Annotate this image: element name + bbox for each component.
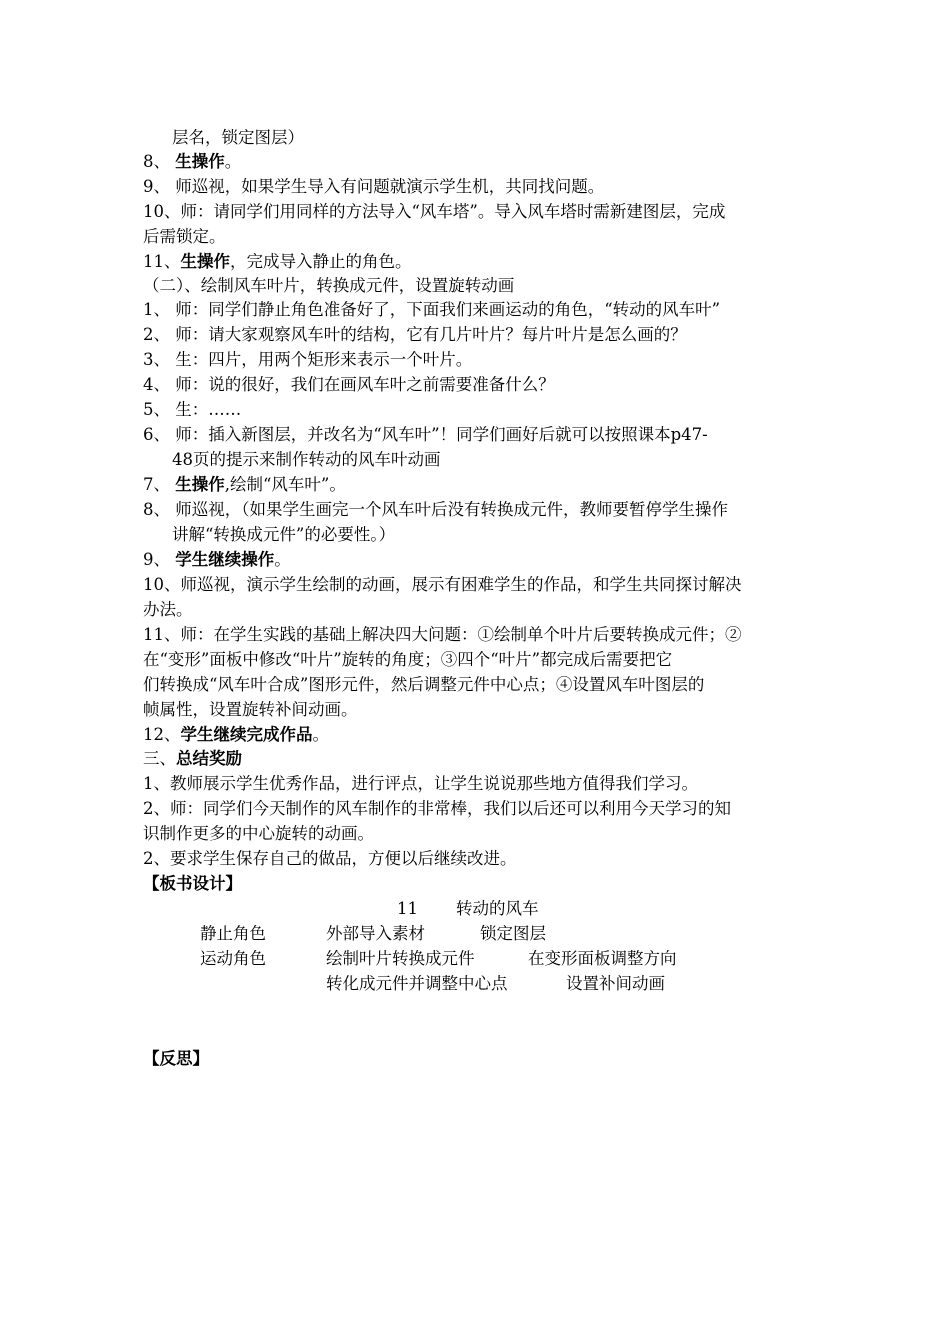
text-line: 10、师巡视，演示学生绘制的动画，展示有困难学生的作品，和学生共同探讨解决 bbox=[143, 575, 742, 594]
line-rest: ，完成导入静止的角色。 bbox=[230, 252, 412, 271]
text-line: 4、 师：说的很好，我们在画风车叶之前需要准备什么？ bbox=[143, 375, 555, 394]
text-line: 帧属性，设置旋转补间动画。 bbox=[143, 700, 358, 719]
text-line: 2、师：同学们今天制作的风车制作的非常棒，我们以后还可以利用今天学习的知 bbox=[143, 799, 731, 818]
text-line: 48页的提示来制作转动的风车叶动画 bbox=[172, 450, 441, 469]
bold-text: 总结奖励 bbox=[176, 749, 242, 768]
text-line: 1、教师展示学生优秀作品，进行评点，让学生说说那些地方值得我们学习。 bbox=[143, 774, 698, 793]
line-rest: 。 bbox=[274, 550, 291, 569]
text-line: 6、 师：插入新图层，并改名为“风车叶”！同学们画好后就可以按照课本p47- bbox=[143, 425, 708, 444]
board-cell: 转化成元件并调整中心点 bbox=[326, 974, 508, 993]
board-cell: 锁定图层 bbox=[480, 924, 546, 943]
text-line: 2、 师：请大家观察风车叶的结构，它有几片叶片？每片叶片是怎么画的？ bbox=[143, 325, 687, 344]
text-line: 讲解“转换成元件”的必要性。） bbox=[172, 525, 396, 544]
text-line: 5、 生：…… bbox=[143, 400, 242, 419]
section-heading: （二）、绘制风车叶片，转换成元件，设置旋转动画 bbox=[143, 276, 515, 295]
text-line: 9、 师巡视，如果学生导入有问题就演示学生机，共同找问题。 bbox=[143, 177, 605, 196]
bold-text: 生操作 bbox=[175, 152, 225, 171]
bold-text: 生操作 bbox=[180, 252, 230, 271]
text-line: 们转换成“风车叶合成”图形元件，然后调整元件中心点；④设置风车叶图层的 bbox=[143, 675, 705, 694]
line-rest: ,绘制“风车叶”。 bbox=[224, 475, 346, 494]
text-line bbox=[143, 250, 813, 274]
text-line: 层名，锁定图层） bbox=[172, 128, 304, 147]
board-row-label: 静止角色 bbox=[200, 924, 266, 943]
item-number: 9、 bbox=[143, 550, 170, 569]
board-cell: 在变形面板调整方向 bbox=[528, 949, 677, 968]
board-row-label: 运动角色 bbox=[200, 949, 266, 968]
text-line: 10、师：请同学们用同样的方法导入“风车塔”。导入风车塔时需新建图层，完成 bbox=[143, 202, 726, 221]
board-cell: 绘制叶片转换成元件 bbox=[326, 949, 475, 968]
text-line bbox=[143, 150, 813, 174]
board-cell: 设置补间动画 bbox=[566, 974, 665, 993]
line-rest: 。 bbox=[224, 152, 242, 171]
text-line: 3、 生：四片，用两个矩形来表示一个叶片。 bbox=[143, 350, 473, 369]
section-heading bbox=[143, 747, 813, 771]
text-line: 识制作更多的中心旋转的动画。 bbox=[143, 824, 374, 843]
board-design-heading: 【板书设计】 bbox=[143, 874, 242, 893]
text-line: 办法。 bbox=[143, 600, 193, 619]
text-line: 8、 师巡视，（如果学生画完一个风车叶后没有转换成元件，教师要暂停学生操作 bbox=[143, 500, 728, 519]
item-number: 三、 bbox=[143, 749, 176, 768]
bold-text: 生操作 bbox=[175, 475, 225, 494]
item-number: 7、 bbox=[143, 475, 170, 494]
item-number: 11、 bbox=[143, 252, 181, 271]
line-rest: 。 bbox=[312, 725, 329, 744]
text-line bbox=[143, 723, 813, 747]
board-cell: 外部导入素材 bbox=[326, 924, 425, 943]
board-title: 转动的风车 bbox=[456, 899, 539, 918]
bold-text: 学生继续操作 bbox=[175, 550, 275, 569]
text-line: 2、要求学生保存自己的做品，方便以后继续改进。 bbox=[143, 849, 517, 868]
board-title-number: 11 bbox=[397, 899, 418, 918]
text-line bbox=[143, 548, 813, 572]
text-line: 11、师：在学生实践的基础上解决四大问题：①绘制单个叶片后要转换成元件；② bbox=[143, 625, 742, 644]
text-line bbox=[143, 473, 813, 497]
item-number: 8、 bbox=[143, 152, 170, 171]
text-line: 后需锁定。 bbox=[143, 227, 226, 246]
text-line: 在“变形”面板中修改“叶片”旋转的角度；③四个“叶片”都完成后需要把它 bbox=[143, 650, 673, 669]
item-number: 12、 bbox=[143, 725, 181, 744]
bold-text: 学生继续完成作品 bbox=[180, 725, 313, 744]
reflection-heading: 【反思】 bbox=[143, 1049, 209, 1068]
text-line: 1、 师：同学们静止角色准备好了，下面我们来画运动的角色，“转动的风车叶” bbox=[143, 300, 721, 319]
